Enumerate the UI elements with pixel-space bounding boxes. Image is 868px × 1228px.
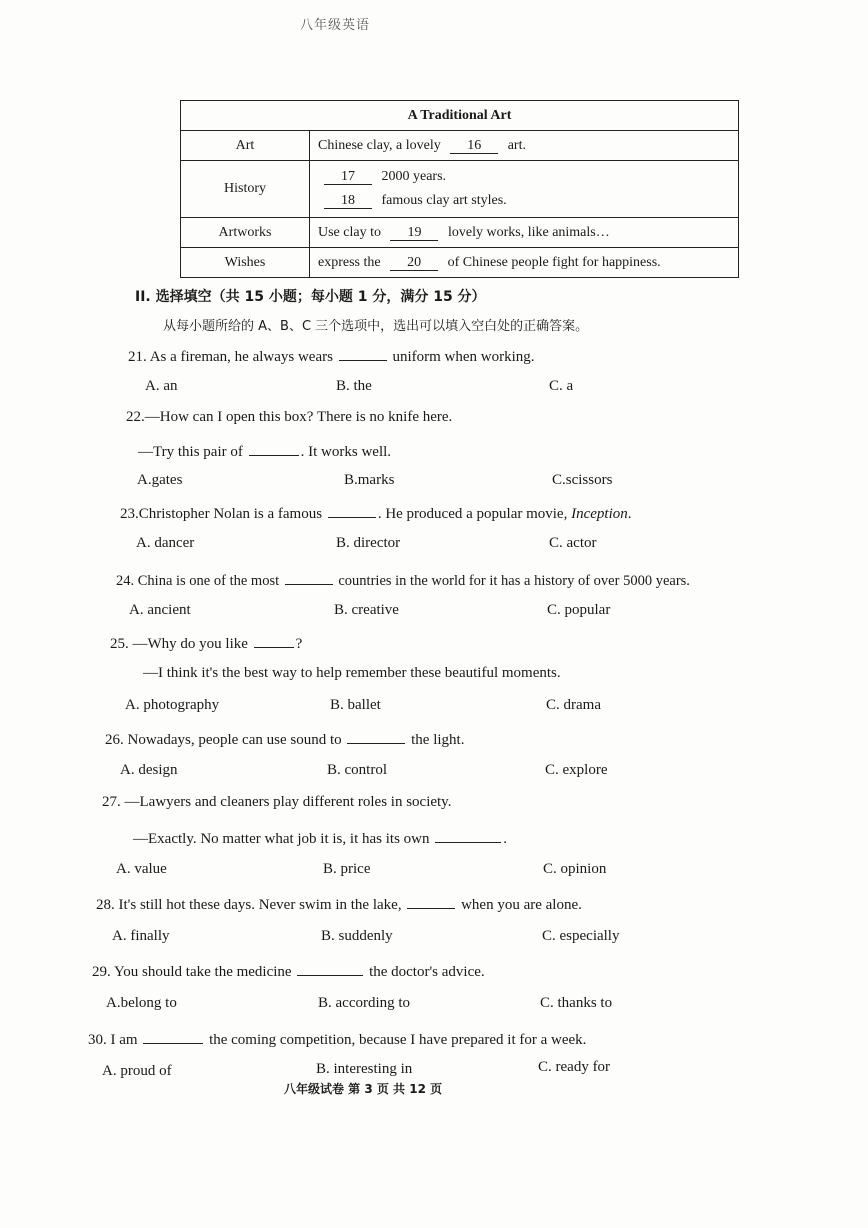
- option-a: A. finally: [112, 928, 170, 944]
- answer-blank: [297, 961, 363, 976]
- page-footer: 八年级试卷 第 3 页 共 12 页: [284, 1082, 443, 1096]
- option-a: A. an: [145, 378, 178, 394]
- question-27-reply: —Exactly. No matter what job it is, it has its own .: [133, 828, 507, 848]
- blank-19: 19: [390, 225, 438, 241]
- question-22-reply: —Try this pair of . It works well.: [138, 441, 391, 461]
- traditional-art-table: [180, 100, 739, 278]
- table-row-artworks: [181, 218, 739, 248]
- row-text: express the: [318, 254, 381, 270]
- section-title: II. 选择填空（共 15 小题；每小题 1 分，满分 15 分）: [135, 289, 486, 305]
- option-b: B.marks: [344, 472, 395, 488]
- option-b: B. interesting in: [316, 1061, 413, 1077]
- question-27: 27. —Lawyers and cleaners play different roles in society.: [102, 794, 452, 810]
- option-c: C. opinion: [543, 861, 607, 877]
- option-a: A. dancer: [136, 535, 195, 551]
- option-c: C. explore: [545, 762, 608, 778]
- row-text: art.: [507, 137, 526, 153]
- row-label: Art: [181, 131, 310, 161]
- row-text: Use clay to: [318, 224, 381, 240]
- row-text: lovely works, like animals…: [447, 224, 610, 240]
- option-c: C. especially: [542, 928, 620, 944]
- option-c: C. actor: [549, 535, 597, 551]
- question-28: 28. It's still hot these days. Never swim in the lake, when you are alone.: [96, 894, 582, 914]
- answer-blank: [339, 346, 387, 361]
- option-b: B. ballet: [330, 697, 381, 713]
- row-label: History: [181, 161, 310, 218]
- option-b: B. price: [323, 861, 371, 877]
- question-22: 22.—How can I open this box? There is no knife here.: [126, 409, 453, 425]
- blank-16: 16: [450, 138, 498, 154]
- option-c: C. a: [549, 378, 574, 394]
- table-title: A Traditional Art: [181, 101, 739, 131]
- table-row-art: [181, 131, 739, 161]
- question-26: 26. Nowadays, people can use sound to the light.: [105, 729, 464, 749]
- option-a: A. value: [116, 861, 167, 877]
- option-b: B. creative: [334, 602, 399, 618]
- option-b: B. according to: [318, 995, 411, 1011]
- table-row-history: [181, 161, 739, 218]
- question-29: 29. You should take the medicine the doctor's advice.: [92, 961, 485, 981]
- option-a: A.gates: [137, 472, 183, 488]
- answer-blank: [143, 1029, 203, 1044]
- option-b: B. director: [336, 535, 401, 551]
- option-c: C. thanks to: [540, 995, 613, 1011]
- row-text: famous clay art styles.: [381, 193, 507, 208]
- question-30: 30. I am the coming competition, because I have prepared it for a week.: [88, 1029, 586, 1049]
- question-25: 25. —Why do you like ?: [110, 633, 302, 653]
- option-c: C. ready for: [538, 1059, 611, 1075]
- answer-blank: [254, 633, 294, 648]
- table-row-wishes: [181, 248, 739, 278]
- option-a: A. ancient: [129, 602, 191, 618]
- row-label: Wishes: [181, 248, 310, 278]
- question-23: 23.Christopher Nolan is a famous . He produced a popular movie, Inception.: [120, 503, 632, 523]
- option-a: A. proud of: [102, 1063, 172, 1079]
- option-b: B. control: [327, 762, 387, 778]
- option-a: A.belong to: [106, 995, 177, 1011]
- row-text: 2000 years.: [381, 169, 447, 184]
- answer-blank: [249, 441, 299, 456]
- header-mark: 八年级英语: [300, 17, 371, 32]
- blank-17: 17: [324, 169, 372, 185]
- blank-20: 20: [390, 255, 438, 271]
- option-a: A. design: [120, 762, 178, 778]
- option-c: C.scissors: [552, 472, 613, 488]
- option-a: A. photography: [125, 697, 220, 713]
- blank-18: 18: [324, 193, 372, 209]
- option-b: B. suddenly: [321, 928, 393, 944]
- row-text: of Chinese people fight for happiness.: [447, 254, 661, 270]
- question-21: 21. As a fireman, he always wears uniform when working.: [128, 346, 535, 366]
- answer-blank: [328, 503, 376, 518]
- option-b: B. the: [336, 378, 372, 394]
- option-c: C. popular: [547, 602, 611, 618]
- row-label: Artworks: [181, 218, 310, 248]
- section-instruction: 从每小题所给的 A、B、C 三个选项中，选出可以填入空白处的正确答案。: [163, 319, 589, 334]
- answer-blank: [407, 894, 455, 909]
- question-25-reply: —I think it's the best way to help remember these beautiful moments.: [143, 665, 561, 681]
- row-text: Chinese clay, a lovely: [318, 137, 441, 153]
- answer-blank: [285, 570, 333, 585]
- answer-blank: [347, 729, 405, 744]
- question-24: 24. China is one of the most countries in the world for it has a history of over 5000 years.: [116, 570, 690, 590]
- answer-blank: [435, 828, 501, 843]
- option-c: C. drama: [546, 697, 601, 713]
